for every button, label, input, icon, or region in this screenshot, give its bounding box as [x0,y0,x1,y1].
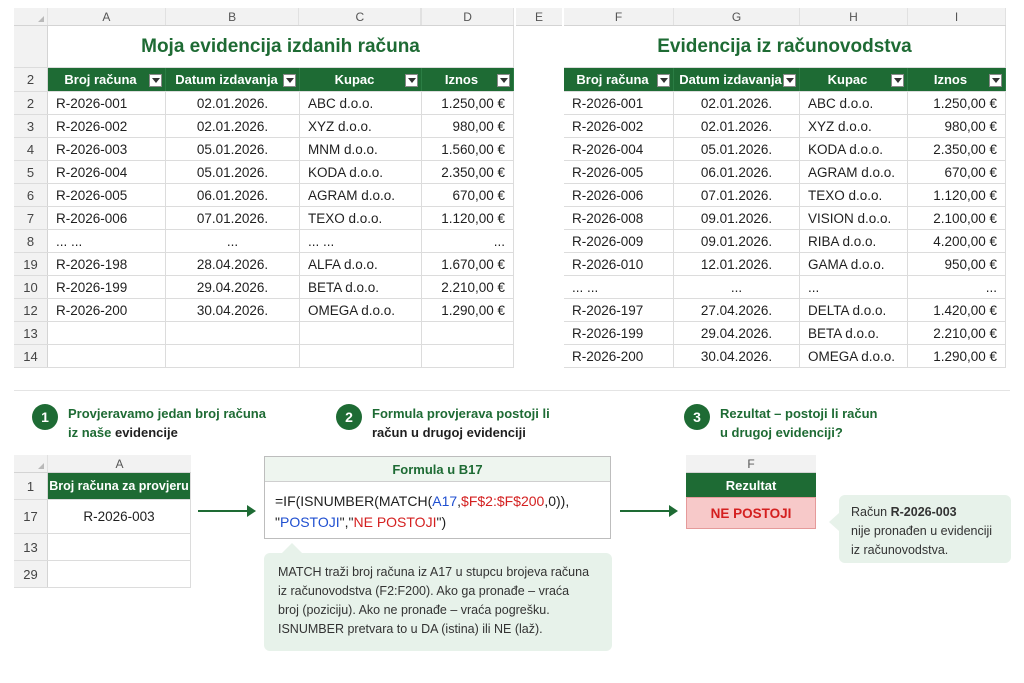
row-number[interactable]: 5 [14,161,48,183]
row-number[interactable]: 2 [14,92,48,114]
row-number[interactable]: 12 [14,299,48,321]
cell-customer[interactable]: BETA d.o.o. [300,276,422,298]
column-header-c[interactable]: C [299,8,421,25]
formula-ref-range: $F$2:$F$200 [461,493,545,509]
right-sheet-title: Evidencija iz računovodstva [564,26,1006,67]
cell-invoice-number[interactable]: R-2026-008 [564,207,674,229]
column-header-a[interactable]: A [115,456,124,471]
row-number[interactable]: 1 [14,473,48,499]
arrow-right-icon [620,510,676,512]
cell-customer[interactable]: BETA d.o.o. [800,322,908,344]
cell-date[interactable]: 02.01.2026. [674,115,800,137]
left-sheet-title: Moja evidencija izdanih računa [48,26,514,67]
result-note: Račun R-2026-003 nije pronađen u evidenciji iz računovodstva. [839,495,1011,563]
cell-customer[interactable]: RIBA d.o.o. [800,230,908,252]
row-number[interactable]: 3 [14,115,48,137]
column-header-g[interactable]: G [674,8,800,25]
cell-amount[interactable]: 1.420,00 € [908,299,1006,321]
row-number[interactable] [14,26,48,67]
cell-date[interactable]: 05.01.2026. [166,161,300,183]
column-header-f[interactable]: F [564,8,674,25]
filter-dropdown-icon[interactable] [497,74,510,87]
lookup-value-cell[interactable]: R-2026-003 [48,500,191,533]
cell-amount[interactable]: 1.250,00 € [908,92,1006,114]
cell-date[interactable]: 02.01.2026. [674,92,800,114]
result-value[interactable]: NE POSTOJI [686,497,816,529]
filter-dropdown-icon[interactable] [657,74,670,87]
cell-customer[interactable]: AGRAM d.o.o. [800,161,908,183]
cell-date[interactable]: 07.01.2026. [166,207,300,229]
cell-invoice-number[interactable]: R-2026-199 [48,276,166,298]
table-row [14,115,514,138]
header-row [564,68,1006,92]
cell-date[interactable]: 05.01.2026. [166,138,300,160]
cell-customer[interactable]: ABC d.o.o. [800,92,908,114]
cell-invoice-number[interactable]: R-2026-002 [564,115,674,137]
cell-date[interactable]: 09.01.2026. [674,207,800,229]
cell-customer[interactable]: ALFA d.o.o. [300,253,422,275]
cell-date[interactable]: 29.04.2026. [166,276,300,298]
cell-amount[interactable]: 1.290,00 € [422,299,514,321]
header-iznos[interactable]: Iznos [908,68,1006,91]
empty-cell[interactable] [48,534,191,560]
cell-date[interactable]: 28.04.2026. [166,253,300,275]
formula-no-value: NE POSTOJI [353,514,437,530]
lookup-empty-row [14,534,191,561]
cell-invoice-number[interactable]: R-2026-004 [564,138,674,160]
table-row [564,299,1006,322]
cell-invoice-number[interactable]: R-2026-005 [564,161,674,183]
left-table-body [14,92,514,368]
step-2 [336,404,550,442]
right-spreadsheet [564,8,1006,368]
cell-invoice-number[interactable]: R-2026-004 [48,161,166,183]
cell-invoice-number[interactable]: R-2026-006 [564,184,674,206]
lookup-header-cell[interactable]: Broj računa za provjeru [48,473,191,499]
cell-customer[interactable]: DELTA d.o.o. [800,299,908,321]
cell-date[interactable]: 05.01.2026. [674,138,800,160]
formula-ref-a17: A17 [432,493,458,509]
step-1 [32,404,266,442]
cell-amount[interactable] [422,322,514,344]
table-row [564,138,1006,161]
cell-invoice-number[interactable]: R-2026-001 [564,92,674,114]
filter-dropdown-icon[interactable] [283,74,296,87]
cell-amount[interactable]: 1.290,00 € [908,345,1006,367]
column-headers [686,455,816,473]
result-cell-block [686,455,816,529]
step-3-text: Rezultat – postoji li račun u drugoj evidenciji? [720,406,878,440]
table-row [14,230,514,253]
cell-amount[interactable]: ... [422,230,514,252]
cell-amount[interactable]: 2.350,00 € [908,138,1006,160]
left-spreadsheet [14,8,514,368]
cell-invoice-number[interactable]: R-2026-006 [48,207,166,229]
row-number[interactable]: 2 [14,68,48,91]
cell-amount[interactable]: 670,00 € [908,161,1006,183]
table-row [564,92,1006,115]
table-row [14,161,514,184]
step-number-badge: 2 [336,404,362,430]
cell-amount[interactable]: ... [908,276,1006,298]
cell-customer[interactable]: OMEGA d.o.o. [300,299,422,321]
cell-invoice-number[interactable]: R-2026-200 [564,345,674,367]
cell-date[interactable]: 02.01.2026. [166,92,300,114]
filter-dropdown-icon[interactable] [783,74,796,87]
row-number[interactable]: 13 [14,322,48,344]
cell-customer[interactable]: GAMA d.o.o. [800,253,908,275]
cell-date[interactable]: ... [166,230,300,252]
cell-invoice-number[interactable]: R-2026-009 [564,230,674,252]
cell-amount[interactable]: 1.560,00 € [422,138,514,160]
cell-date[interactable]: 27.04.2026. [674,299,800,321]
row-number[interactable]: 14 [14,345,48,367]
row-number[interactable]: 17 [14,500,48,533]
cell-date[interactable]: 07.01.2026. [674,184,800,206]
arrow-right-icon [198,510,254,512]
row-number[interactable]: 13 [14,534,48,560]
cell-amount[interactable]: 670,00 € [422,184,514,206]
cell-customer[interactable]: AGRAM d.o.o. [300,184,422,206]
filter-dropdown-icon[interactable] [149,74,162,87]
section-divider [14,390,1010,391]
cell-date[interactable] [166,322,300,344]
formula-explanation: MATCH traži broj računa iz A17 u stupcu brojeva računa iz računovodstva (F2:F200). Ako ga pronađe – vraća broj (poziciju). Ako ne pronađe – vraća pogrešku. ISNUMBER pretvara to u DA (istina) ili NE (laž). [264,553,612,651]
cell-amount[interactable]: 1.670,00 € [422,253,514,275]
table-row [564,253,1006,276]
cell-date[interactable]: ... [674,276,800,298]
row-number[interactable]: 4 [14,138,48,160]
cell-amount[interactable]: 2.100,00 € [908,207,1006,229]
cell-invoice-number[interactable]: R-2026-002 [48,115,166,137]
title-row [564,26,1006,68]
cell-customer[interactable]: ... ... [300,230,422,252]
right-table-body [564,92,1006,368]
table-row [564,161,1006,184]
cell-invoice-number[interactable] [48,345,166,367]
header-kupac[interactable]: Kupac [800,68,908,91]
lookup-header-row [14,473,191,500]
cell-date[interactable]: 06.01.2026. [166,184,300,206]
cell-customer[interactable]: ABC d.o.o. [300,92,422,114]
column-header-i[interactable]: I [908,8,1006,25]
column-headers [516,8,562,26]
cell-invoice-number[interactable]: R-2026-010 [564,253,674,275]
cell-customer[interactable]: ... [800,276,908,298]
cell-amount[interactable]: 1.250,00 € [422,92,514,114]
row-number[interactable]: 7 [14,207,48,229]
table-row [564,184,1006,207]
cell-amount[interactable]: 2.350,00 € [422,161,514,183]
step-number-badge: 1 [32,404,58,430]
column-header-a[interactable]: A [48,8,166,25]
cell-amount[interactable]: 1.120,00 € [908,184,1006,206]
cell-invoice-number[interactable]: R-2026-199 [564,322,674,344]
column-header-h[interactable]: H [800,8,908,25]
formula-title: Formula u B17 [265,457,610,482]
table-row [14,322,514,345]
step-2-text: Formula provjerava postoji li račun u drugoj evidenciji [372,406,550,440]
column-header-e[interactable]: E [534,9,543,24]
filter-dropdown-icon[interactable] [989,74,1002,87]
cell-date[interactable] [166,345,300,367]
row-number[interactable]: 19 [14,253,48,275]
header-kupac[interactable]: Kupac [300,68,422,91]
cell-customer[interactable]: MNM d.o.o. [300,138,422,160]
result-header[interactable]: Rezultat [686,473,816,497]
cell-amount[interactable]: 2.210,00 € [422,276,514,298]
header-broj-racuna[interactable]: Broj računa [48,68,166,91]
header-row [14,68,514,92]
row-number[interactable]: 8 [14,230,48,252]
column-headers [14,8,514,26]
lookup-spreadsheet [14,455,191,588]
cell-invoice-number[interactable]: R-2026-197 [564,299,674,321]
lookup-empty-row [14,561,191,588]
cell-amount[interactable]: 950,00 € [908,253,1006,275]
filter-dropdown-icon[interactable] [891,74,904,87]
table-row [14,253,514,276]
cell-invoice-number[interactable]: R-2026-003 [48,138,166,160]
cell-customer[interactable]: XYZ d.o.o. [800,115,908,137]
cell-invoice-number[interactable]: R-2026-001 [48,92,166,114]
cell-date[interactable]: 02.01.2026. [166,115,300,137]
cell-invoice-number[interactable]: R-2026-200 [48,299,166,321]
cell-amount[interactable]: 4.200,00 € [908,230,1006,252]
cell-amount[interactable]: 2.210,00 € [908,322,1006,344]
column-header-f[interactable]: F [747,456,755,471]
row-number[interactable]: 6 [14,184,48,206]
table-row [564,276,1006,299]
cell-date[interactable]: 30.04.2026. [674,345,800,367]
select-all-corner[interactable] [14,8,48,25]
table-row [14,184,514,207]
header-datum[interactable]: Datum izdavanja [166,68,300,91]
cell-invoice-number[interactable]: R-2026-005 [48,184,166,206]
formula-box [264,456,611,539]
cell-customer[interactable] [300,322,422,344]
column-header-d[interactable]: D [422,8,514,25]
cell-date[interactable]: 06.01.2026. [674,161,800,183]
column-header-b[interactable]: B [166,8,300,25]
table-row [564,322,1006,345]
cell-customer[interactable]: OMEGA d.o.o. [800,345,908,367]
cell-customer[interactable]: KODA d.o.o. [300,161,422,183]
cell-invoice-number[interactable]: R-2026-198 [48,253,166,275]
cell-invoice-number[interactable]: ... ... [564,276,674,298]
table-row [14,207,514,230]
formula-yes-value: POSTOJI [279,514,340,530]
lookup-value-row [14,500,191,534]
cell-invoice-number[interactable]: ... ... [48,230,166,252]
cell-amount[interactable]: 1.120,00 € [422,207,514,229]
cell-amount[interactable]: 980,00 € [422,115,514,137]
header-datum[interactable]: Datum izdavanja [674,68,800,91]
column-headers [14,455,191,473]
header-iznos[interactable]: Iznos [422,68,514,91]
cell-date[interactable]: 29.04.2026. [674,322,800,344]
filter-dropdown-icon[interactable] [405,74,418,87]
table-row [564,115,1006,138]
cell-invoice-number[interactable] [48,322,166,344]
table-row [14,92,514,115]
cell-customer[interactable]: KODA d.o.o. [800,138,908,160]
table-row [14,345,514,368]
cell-customer[interactable]: TEXO d.o.o. [300,207,422,229]
step-3 [684,404,877,442]
table-row [14,299,514,322]
table-row [564,207,1006,230]
select-all-corner[interactable] [14,455,48,472]
table-row [564,230,1006,253]
cell-date[interactable]: 12.01.2026. [674,253,800,275]
cell-customer[interactable]: VISION d.o.o. [800,207,908,229]
column-headers [564,8,1006,26]
step-1-text: Provjeravamo jedan broj računa iz naše evidencije [68,406,266,440]
gap-column [516,8,562,26]
table-row [564,345,1006,368]
header-broj-racuna[interactable]: Broj računa [564,68,674,91]
table-row [14,138,514,161]
cell-amount[interactable] [422,345,514,367]
cell-amount[interactable]: 980,00 € [908,115,1006,137]
invoice-number: R-2026-003 [890,505,957,519]
cell-customer[interactable]: TEXO d.o.o. [800,184,908,206]
row-number[interactable]: 10 [14,276,48,298]
formula-text[interactable]: =IF(ISNUMBER(MATCH(A17,$F$2:$F$200,0)), "POSTOJI","NE POSTOJI") [275,493,570,530]
row-number[interactable]: 29 [14,561,48,587]
cell-customer[interactable]: XYZ d.o.o. [300,115,422,137]
cell-customer[interactable] [300,345,422,367]
step-number-badge: 3 [684,404,710,430]
table-row [14,276,514,299]
cell-date[interactable]: 09.01.2026. [674,230,800,252]
empty-cell[interactable] [48,561,191,587]
cell-date[interactable]: 30.04.2026. [166,299,300,321]
title-row [14,26,514,68]
